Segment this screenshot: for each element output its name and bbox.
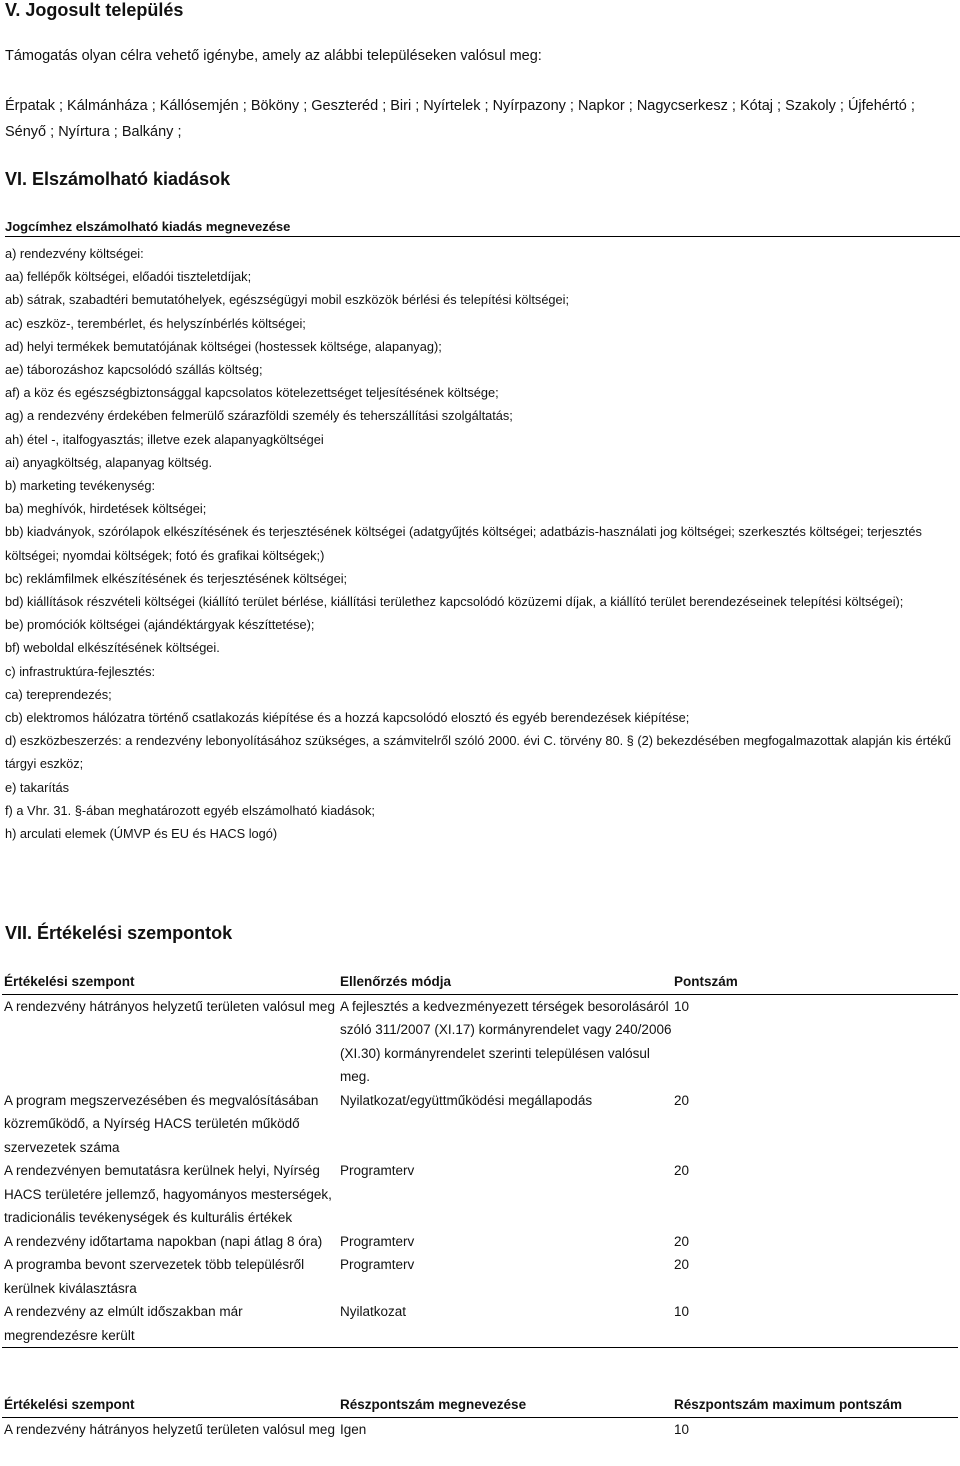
table-row bbox=[2, 1089, 958, 1160]
column-header: Részpontszám maximum pontszám bbox=[672, 1393, 958, 1417]
expense-item: ag) a rendezvény érdekében felmerülő szárazföldi személy és teherszállítási szolgáltatás; bbox=[5, 408, 513, 424]
expense-item: ac) eszköz-, terembérlet, és helyszínbérlés költségei; bbox=[5, 315, 306, 331]
expense-item: bc) reklámfilmek elkészítésének és terjesztésének költségei; bbox=[5, 570, 348, 586]
table-row bbox=[2, 1300, 958, 1348]
score-cell: 10 bbox=[674, 998, 690, 1014]
evaluation-table bbox=[2, 970, 958, 1348]
score-cell: 20 bbox=[674, 1257, 690, 1272]
expense-list-header: Jogcímhez elszámolható kiadás megnevezése bbox=[5, 219, 960, 237]
column-header: Értékelési szempont bbox=[2, 970, 338, 994]
section-5-intro: Támogatás olyan célra vehető igénybe, amely az alábbi településeken valósul meg: bbox=[5, 48, 542, 64]
expense-item: ah) étel -, italfogyasztás; illetve ezek alapanyagköltségei bbox=[5, 431, 324, 447]
section-7-title: VII. Értékelési szempontok bbox=[5, 923, 233, 943]
expense-item: ba) meghívók, hirdetések költségei; bbox=[5, 501, 207, 517]
expense-item: ai) anyagköltség, alapanyag költség. bbox=[5, 454, 213, 470]
expense-item: bb) kiadványok, szórólapok elkészítésének és terjesztésének költségei (adatgyűjtés költségei; adatbázis-használati jog költségei; szerkesztés költségei; terjesztés költségei; nyomdai költségek; fotó és grafikai költségek;) bbox=[5, 524, 922, 563]
table-row bbox=[2, 994, 958, 1089]
municipality-list: Érpatak ; Kálmánháza ; Kállósemjén ; Bököny ; Geszteréd ; Biri ; Nyírtelek ; Nyírpazony ; Napkor ; Nagycserkesz ; Kótaj ; Szakoly ; Újfehértó ; Sényő ; Nyírtura ; Balkány ; bbox=[5, 98, 915, 140]
verification-cell: Programterv bbox=[340, 1257, 415, 1272]
table-row bbox=[2, 1230, 958, 1254]
expense-item: c) infrastruktúra-fejlesztés: bbox=[5, 663, 156, 679]
expense-item: aa) fellépők költségei, előadói tiszteletdíjak; bbox=[5, 269, 252, 285]
table-header-row bbox=[2, 1393, 958, 1417]
criterion-cell: A rendezvény hátrányos helyzetű területen valósul meg bbox=[4, 998, 335, 1014]
score-cell: 20 bbox=[674, 1233, 690, 1249]
expense-item: be) promóciók költségei (ajándéktárgyak készíttetése); bbox=[5, 617, 315, 633]
expense-item: e) takarítás bbox=[5, 779, 70, 795]
column-header: Részpontszám megnevezése bbox=[338, 1393, 672, 1417]
criterion-cell: A rendezvény az elmúlt időszakban már megrendezésre került bbox=[2, 1300, 338, 1348]
column-header: Értékelési szempont bbox=[2, 1393, 338, 1417]
column-header: Pontszám bbox=[672, 970, 958, 994]
criterion-cell: A rendezvény időtartama napokban (napi átlag 8 óra) bbox=[4, 1233, 323, 1249]
section-5-title: V. Jogosult település bbox=[5, 0, 184, 20]
criterion-cell: A programba bevont szervezetek több településről kerülnek kiválasztásra bbox=[4, 1257, 305, 1296]
section-6-title: VI. Elszámolható kiadások bbox=[5, 169, 231, 189]
expense-item: b) marketing tevékenység: bbox=[5, 478, 156, 494]
expense-item: ab) sátrak, szabadtéri bemutatóhelyek, egészségügyi mobil eszközök bérlési és telepítési költségei; bbox=[5, 292, 570, 308]
expense-item: f) a Vhr. 31. §-ában meghatározott egyéb elszámolható kiadások; bbox=[5, 802, 375, 818]
verification-cell: Programterv bbox=[340, 1233, 415, 1249]
criterion-cell: A rendezvényen bemutatásra kerülnek helyi, Nyírség HACS területére jellemző, hagyományos mesterségek, tradicionális tevékenységek és kulturális értékek bbox=[4, 1163, 332, 1225]
subscore-name-cell: Igen bbox=[340, 1421, 367, 1437]
expense-item: d) eszközbeszerzés: a rendezvény lebonyolításához szükséges, a számvitelről szóló 2000. évi C. törvény 80. § (2) bekezdésében megfogalmazottak alapján kis értékű tárgyi eszköz; bbox=[5, 733, 952, 772]
subscore-table bbox=[2, 1393, 958, 1441]
subscore-max-cell: 10 bbox=[674, 1421, 690, 1437]
score-cell: 20 bbox=[674, 1163, 690, 1178]
expense-item: af) a köz és egészségbiztonsággal kapcsolatos kötelezettséget teljesítésének költsége; bbox=[5, 385, 499, 401]
expense-item: h) arculati elemek (ÚMVP és EU és HACS logó) bbox=[5, 826, 278, 842]
verification-cell: Nyilatkozat bbox=[338, 1300, 672, 1348]
criterion-cell: A program megszervezésében és megvalósításában közreműködő, a Nyírség HACS területén működő szervezetek száma bbox=[4, 1092, 319, 1155]
verification-cell: Nyilatkozat/együttműködési megállapodás bbox=[340, 1092, 593, 1108]
table-row bbox=[2, 1417, 958, 1441]
expense-item: ad) helyi termékek bemutatójának költségei (hostessek költsége, alapanyag); bbox=[5, 338, 442, 354]
verification-cell: A fejlesztés a kedvezményezett térségek besorolásáról szóló 311/2007 (XI.17) kormányrendelet vagy 240/2006 (XI.30) kormányrendelet szerinti településen valósul meg. bbox=[340, 998, 672, 1084]
column-header: Ellenőrzés módja bbox=[338, 970, 672, 994]
table-header-row bbox=[2, 970, 958, 994]
score-cell: 10 bbox=[672, 1300, 958, 1348]
verification-cell: Programterv bbox=[340, 1163, 415, 1178]
table-row bbox=[2, 1253, 958, 1300]
score-cell: 20 bbox=[674, 1092, 690, 1108]
criterion-cell: A rendezvény hátrányos helyzetű területen valósul meg bbox=[4, 1421, 335, 1437]
expense-item: cb) elektromos hálózatra történő csatlakozás kiépítése és a hozzá kapcsolódó elosztó és egyéb berendezések kiépítése; bbox=[5, 710, 690, 726]
table-row bbox=[2, 1159, 958, 1230]
expense-item: bd) kiállítások részvételi költségei (kiállító terület bérlése, kiállítási területhez kapcsolódó közüzemi díjak, a kiállító terület berendezéseinek telepítési költségei); bbox=[5, 594, 904, 610]
expense-item: a) rendezvény költségei: bbox=[5, 246, 144, 261]
expense-item: ae) táborozáshoz kapcsolódó szállás költség; bbox=[5, 362, 263, 378]
expense-item: ca) tereprendezés; bbox=[5, 686, 112, 702]
expense-item: bf) weboldal elkészítésének költségei. bbox=[5, 640, 220, 656]
expense-list bbox=[5, 242, 960, 845]
